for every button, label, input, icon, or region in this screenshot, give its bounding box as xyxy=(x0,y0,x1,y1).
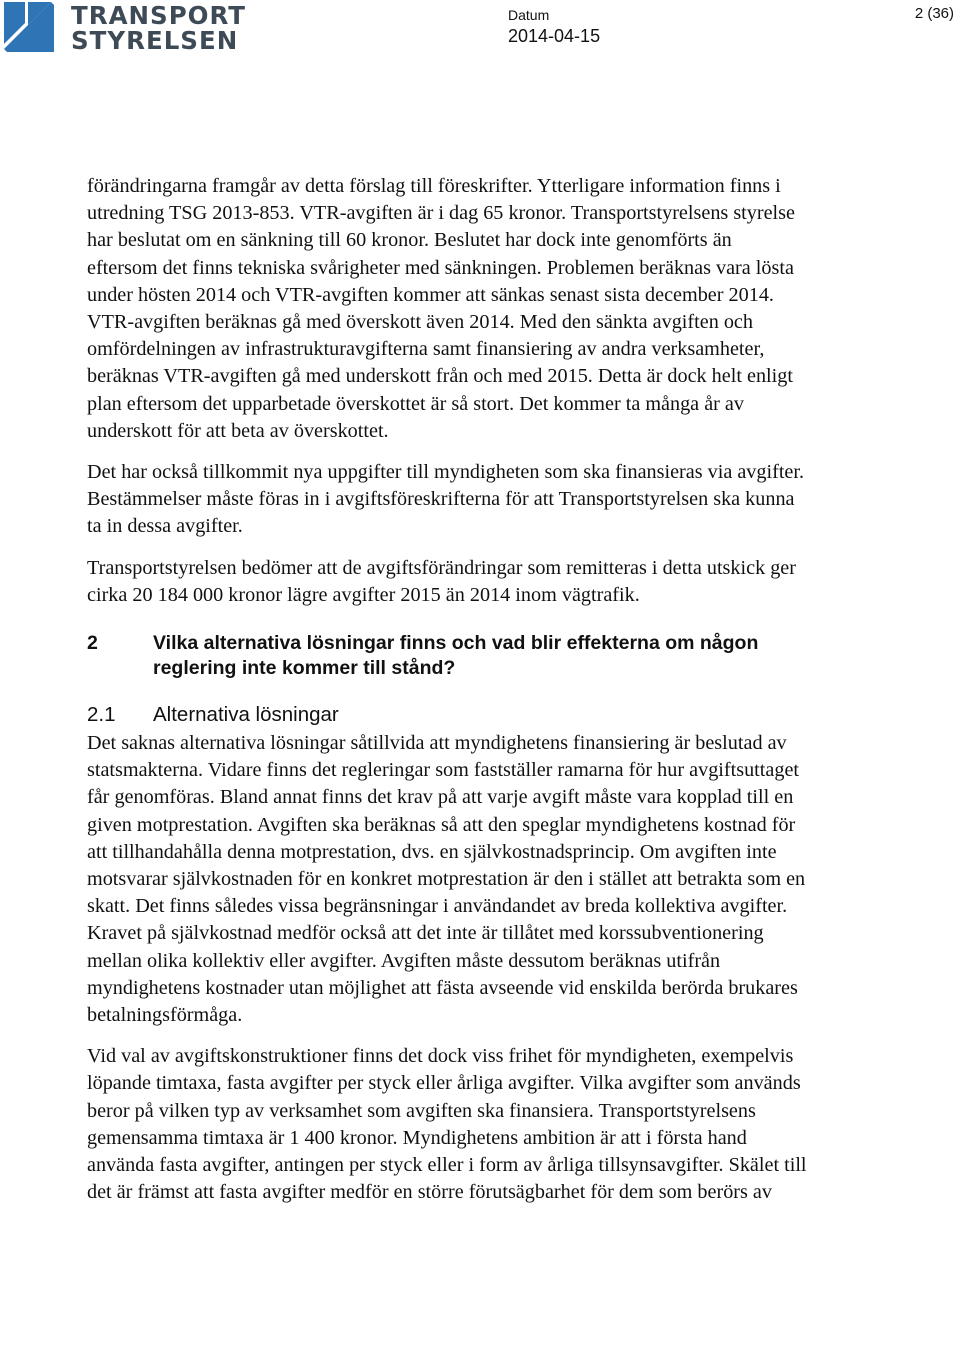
subsection-heading-2-1 xyxy=(87,701,807,728)
body-paragraph: Det har också tillkommit nya uppgifter till myndigheten som ska finansieras via avgifter. Bestämmelser måste föras in i avgiftsföreskrifterna för att Transportstyrelsen ska kunna ta in dessa avgifter. xyxy=(87,461,805,538)
logo-text-line1: TRANSPORT xyxy=(71,1,246,30)
body-paragraph: Vid val av avgiftskonstruktioner finns det dock viss frihet för myndigheten, exempelvis löpande timtaxa, fasta avgifter per styck eller årliga avgifter. Vilka avgifter som används beror på vilken typ av verksamhet som avgiften ska finansiera. Transportstyrelsens gemensamma timtaxa är 1 400 kronor. Myndighetens ambition är att i första hand använda fasta avgifter, antingen per styck eller i form av årliga tillsynsavgifter. Skälet till det är främst att fasta avgifter medför en större förutsägbarhet för dem som berörs av xyxy=(87,1045,807,1204)
body-paragraph: Transportstyrelsen bedömer att de avgiftsförändringar som remitteras i detta utskick ger cirka 20 184 000 kronor lägre avgifter 2015 än 2014 inom vägtrafik. xyxy=(87,556,796,606)
date-label: Datum xyxy=(508,7,550,23)
subsection-title: Alternativa lösningar xyxy=(153,703,339,727)
logo-mark-icon xyxy=(4,2,64,54)
document-body xyxy=(87,173,807,1221)
section-heading-2 xyxy=(87,631,807,681)
subsection-number: 2.1 xyxy=(87,703,116,727)
section-number: 2 xyxy=(87,632,98,655)
date-value: 2014-04-15 xyxy=(508,26,601,46)
body-paragraph: Det saknas alternativa lösningar såtillvida att myndighetens finansiering är beslutad av statsmakterna. Vidare finns det regleringar som fastställer ramarna för hur avgiftsuttaget får genomföras. Bland annat finns det krav på att varje avgift måste vara kopplad till en given motprestation. Avgiften ska beräknas så att den speglar myndighetens kostnad för att tillhandahålla denna motprestation, dvs. en självkostnadsprincip. Om avgiften inte motsvarar självkostnaden för en konkret motprestation är den i stället att betrakta som en skatt. Det finns således vissa begränsningar i användandet av breda kollektiva avgifter. Kravet på självkostnad medför också att det inte är tillåtet med korssubventionering mellan olika kollektiv eller avgifter. Avgiften måste dessutom beräknas utifrån myndighetens kostnader utan möjlighet att fästa avseende vid enskilda berörda brukares betalningsförmåga. xyxy=(87,732,806,1027)
logo-text-line2: STYRELSEN xyxy=(71,26,239,55)
body-paragraph: förändringarna framgår av detta förslag till föreskrifter. Ytterligare information finns i utredning TSG 2013-853. VTR-avgiften är i dag 65 kronor. Transportstyrelsens styrelse har beslutat om en sänkning till 60 kronor. Beslutet har dock inte genomförts än eftersom det finns tekniska svårigheter med sänkningen. Problemen beräknas vara lösta under hösten 2014 och VTR-avgiften kommer att sänkas senast sista december 2014. VTR-avgiften beräknas gå med överskott även 2014. Med den sänkta avgiften och omfördelningen av infrastrukturavgifterna samt finansiering av andra verksamheter, beräknas VTR-avgiften gå med underskott från och med 2015. Detta är dock helt enligt plan eftersom det upparbetade överskottet är så stort. Det kommer ta många år av underskott för att beta av överskottet. xyxy=(87,175,795,442)
section-title: Vilka alternativa lösningar finns och vad blir effekterna om någon reglering inte kommer till stånd? xyxy=(153,632,759,680)
transportstyrelsen-logo xyxy=(4,1,246,55)
page-number: 2 (36) xyxy=(914,5,954,22)
